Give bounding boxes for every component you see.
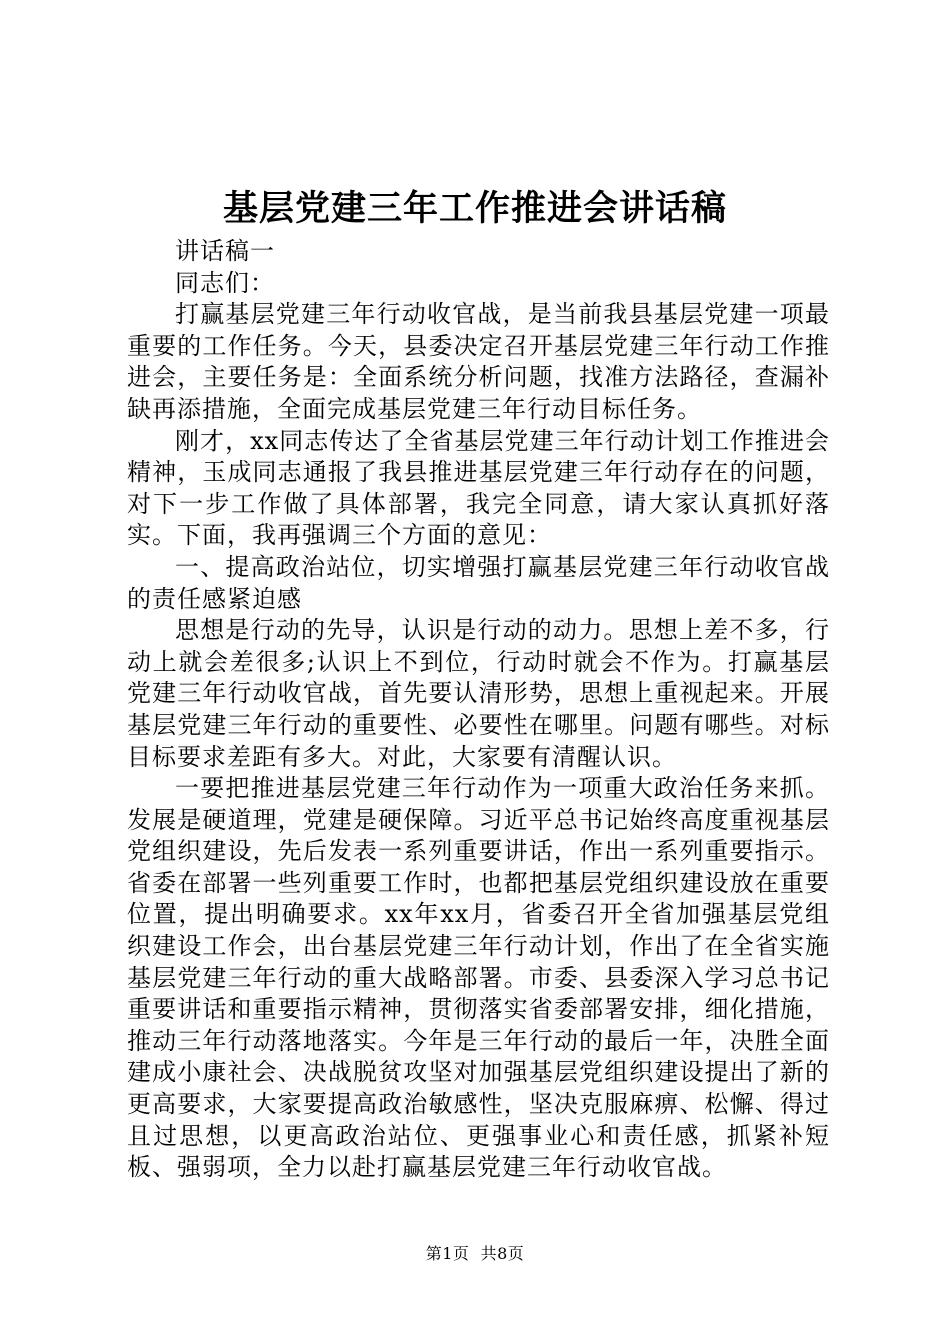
section-heading: 一、提高政治站位，切实增强打赢基层党建三年行动收官战的责任感紧迫感 xyxy=(127,552,830,613)
paragraph: 刚才，xx同志传达了全省基层党建三年行动计划工作推进会精神，玉成同志通报了我县推进基层党建三年行动存在的问题，对下一步工作做了具体部署，我完全同意，请大家认真抓好落实。下面，我再强调三个方面的意见： xyxy=(127,426,830,550)
document-body xyxy=(127,236,830,1184)
document-title: 基层党建三年工作推进会讲话稿 xyxy=(222,188,727,229)
salutation: 同志们： xyxy=(175,268,275,297)
paragraph: 一要把推进基层党建三年行动作为一项重大政治任务来抓。发展是硬道理，党建是硬保障。习近平总书记始终高度重视基层党组织建设，先后发表一系列重要讲话，作出一系列重要指示。省委在部署一些列重要工作时，也都把基层党组织建设放在重要位置，提出明确要求。xx年xx月，省委召开全省加强基层党组织建设工作会，出台基层党建三年行动计划，作出了在全省实施基层党建三年行动的重大战略部署。市委、县委深入学习总书记重要讲话和重要指示精神，贯彻落实省委部署安排，细化措施，推动三年行动落地落实。今年是三年行动的最后一年，决胜全面建成小康社会、决战脱贫攻坚对加强基层党组织建设提出了新的更高要求，大家要提高政治敏感性，坚决克服麻痹、松懈、得过且过思想，以更高政治站位、更强事业心和责任感，抓紧补短板、强弱项，全力以赴打赢基层党建三年行动收官战。 xyxy=(127,774,830,1182)
speech-label: 讲话稿一 xyxy=(175,237,275,265)
paragraph: 思想是行动的先导，认识是行动的动力。思想上差不多，行动上就会差很多;认识上不到位，行动时就会不作为。打赢基层党建三年行动收官战，首先要认清形势，思想上重视起来。开展基层党建三年行动的重要性、必要性在哪里。问题有哪些。对标目标要求差距有多大。对此，大家要有清醒认识。 xyxy=(127,616,830,771)
page-footer xyxy=(0,1243,950,1265)
paragraph: 打赢基层党建三年行动收官战，是当前我县基层党建一项最重要的工作任务。今天，县委决定召开基层党建三年行动工作推进会，主要任务是：全面系统分析问题，找准方法路径，查漏补缺再添措施，全面完成基层党建三年行动目标任务。 xyxy=(127,300,830,423)
page-number: 第1页 共8页 xyxy=(425,1244,525,1263)
